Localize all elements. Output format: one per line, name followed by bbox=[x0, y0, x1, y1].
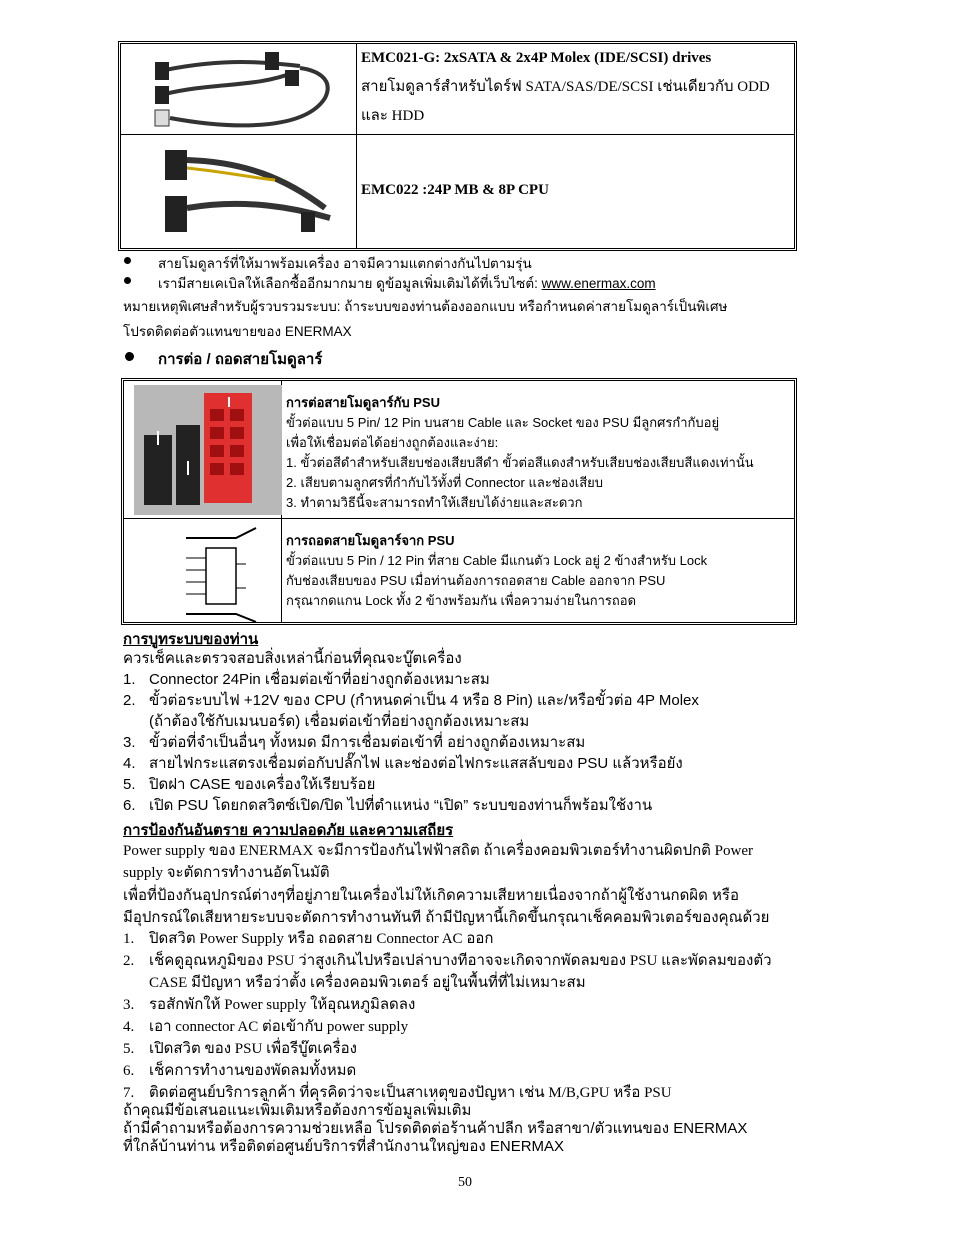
disconnect-title: การถอดสายโมดูลาร์จาก PSU bbox=[286, 533, 455, 548]
cable-row-emc021 bbox=[121, 44, 794, 135]
boot-heading: การบูทระบบของท่าน bbox=[123, 631, 259, 648]
list-item: 2. เช็คดูอุณหภูมิของ PSU ว่าสูงเกินไปหรือเปล่าบางทีอาจจะเกิดจากพัดลมของ PSU และพัดลมของตัว bbox=[123, 953, 772, 969]
special-note-line: โปรดติดต่อตัวแทนขายของ ENERMAX bbox=[123, 324, 352, 339]
list-item: 4. เอา connector AC ต่อเข้ากับ power supply bbox=[123, 1019, 409, 1035]
cable-table bbox=[118, 41, 797, 251]
cable-title-emc021: EMC021-G: 2xSATA & 2x4P Molex (IDE/SCSI) drives bbox=[361, 50, 712, 66]
closing-line: ที่ใกล้บ้านท่าน หรือติดต่อศูนย์บริการที่สำนักงานใหญ่ของ ENERMAX bbox=[123, 1138, 565, 1155]
note-bullet: สายโมดูลาร์ที่ให้มาพร้อมเครื่อง อาจมีความแตกต่างกันไปตามรุ่น bbox=[158, 252, 532, 274]
list-item: 6. เปิด PSU โดยกดสวิตซ์เปิด/ปิด ไปที่ตำแหน่ง “เปิด” ระบบของท่านก็พร้อมใช้งาน bbox=[123, 797, 653, 814]
cable-desc-line: สายโมดูลาร์สำหรับไดร์ฟ SATA/SAS/DE/SCSI เช่นเดียวกับ ODD bbox=[361, 79, 770, 95]
list-item: 5. เปิดสวิต ของ PSU เพื่อรีบู๊ตเครื่อง bbox=[123, 1041, 357, 1057]
special-note-line: หมายเหตุพิเศษสำหรับผู้รวบรวมระบบ: ถ้าระบบของท่านต้องออกแบบ หรือกำหนดค่าสายโมดูลาร์เป็นพิเศษ bbox=[123, 299, 728, 314]
enermax-link[interactable]: www.enermax.com bbox=[541, 276, 656, 291]
list-item: 5. ปิดฝา CASE ของเครื่องให้เรียบร้อย bbox=[123, 776, 376, 793]
list-item: 1. ปิดสวิต Power Supply หรือ ถอดสาย Connector AC ออก bbox=[123, 931, 494, 947]
closing-line: ถ้ามีคำถามหรือต้องการความช่วยเหลือ โปรดติดต่อร้านค้าปลีก หรือสาขา/ตัวแทนของ ENERMAX bbox=[123, 1120, 748, 1137]
protect-heading: การป้องกันอันตราย ความปลอดภัย และความเสถียร bbox=[123, 822, 454, 839]
list-item: 3. ขั้วต่อที่จำเป็นอื่นๆ ทั้งหมด มีการเชื่อมต่อเข้าที่ อย่างถูกต้องเหมาะสม bbox=[123, 734, 586, 751]
bullet-icon bbox=[124, 277, 131, 284]
list-item: 2. ขั้วต่อระบบไฟ +12V ของ CPU (กำหนดค่าเป็น 4 หรือ 8 Pin) และ/หรือขั้วต่อ 4P Molex bbox=[123, 692, 699, 709]
bullet-icon bbox=[125, 352, 134, 361]
cable-photo-emc022 bbox=[125, 138, 351, 242]
cable-photo-emc021 bbox=[125, 48, 351, 130]
disconnect-diagram bbox=[176, 524, 266, 624]
connect-instructions: การต่อสายโมดูลาร์กับ PSU ขั้วต่อแบบ 5 Pin/ 12 Pin บนสาย Cable และ Socket ของ PSU มีลูกศรกำกับอยู่ เพื่อให้เชื่อมต่อได้อย่างถูกต้องและง่าย: 1. ขั้วต่อสีดำสำหรับเสียบช่องเสียบสีดำ ขั้วต่อสีแดงสำหรับเสียบช่องเสียบสีแดงเท่านั้น 2. เสียบตามลูกศรที่กำกับไว้ทั้งที่ Connector และช่องเสียบ 3. ทำตามวิธีนี้จะสามารถทำให้เสียบได้ง่ายและสะดวก bbox=[286, 395, 754, 510]
protect-para-line: มีอุปกรณ์ใดเสียหายระบบจะตัดการทำงานทันที ถ้ามีปัญหานี้เกิดขึ้นกรุณาเช็คคอมพิวเตอร์ของคุณด้วย bbox=[123, 909, 770, 926]
note-bullet: เรามีสายเคเบิลให้เลือกซื้ออีกมากมาย ดูข้อมูลเพิ่มเติมได้ที่เว็บไซต์: www.enermax.com bbox=[158, 272, 656, 294]
protect-para-line: เพื่อที่ป้องกันอุปกรณ์ต่างๆที่อยู่ภายในเครื่องไม่ให้เกิดความเสียหายเนื่องจากถ้าผู้ใช้งานกดผิด หรือ bbox=[123, 887, 739, 904]
list-item: (ถ้าต้องใช้กับเมนบอร์ด) เชื่อมต่อเข้าที่อย่างถูกต้องเหมาะสม bbox=[149, 713, 530, 730]
cable-desc-line: และ HDD bbox=[361, 108, 425, 124]
list-item: 7. ติดต่อศูนย์บริการลูกค้า ที่คุรคิดว่าจะเป็นสาเหตุของปัญหา เช่น M/B,GPU หรือ PSU bbox=[123, 1085, 672, 1101]
disconnect-instructions: การถอดสายโมดูลาร์จาก PSU ขั้วต่อแบบ 5 Pin / 12 Pin ที่สาย Cable มีแกนตัว Lock อยู่ 2 ข้างสำหรับ Lock กับช่องเสียบของ PSU เมื่อท่านต้องการถอดสาย Cable ออกจาก PSU กรุณากดแกน Lock ทั้ง 2 ข้างพร้อมกัน เพื่อความง่ายในการถอด bbox=[286, 533, 708, 608]
cable-title-emc022: EMC022 :24P MB & 8P CPU bbox=[361, 182, 549, 198]
cable-row-emc022 bbox=[121, 134, 794, 248]
connect-table bbox=[121, 378, 797, 625]
page-number: 50 bbox=[458, 1175, 472, 1190]
boot-intro: ควรเช็คและตรวจสอบสิ่งเหล่านี้ก่อนที่คุณจะบู๊ตเครื่อง bbox=[123, 650, 462, 667]
connect-title: การต่อสายโมดูลาร์กับ PSU bbox=[286, 395, 440, 410]
closing-line: ถ้าคุณมีข้อเสนอแนะเพิ่มเติมหรือต้องการข้อมูลเพิ่มเติม bbox=[123, 1102, 472, 1119]
bullet-icon bbox=[124, 257, 131, 264]
list-item: 6. เช็คการทำงานของพัดลมทั้งหมด bbox=[123, 1063, 357, 1079]
protect-para-line: Power supply ของ ENERMAX จะมีการป้องกันไฟฟ้าสถิต ถ้าเครื่องคอมพิวเตอร์ทำงานผิดปกติ Power bbox=[123, 843, 753, 859]
list-item: 1. Connector 24Pin เชื่อมต่อเข้าที่อย่างถูกต้องเหมาะสม bbox=[123, 671, 490, 688]
list-item: 3. รอสักพักให้ Power supply ให้อุณหภูมิลดลง bbox=[123, 997, 416, 1013]
protect-para-line: supply จะตัดการทำงานอัตโนมัติ bbox=[123, 865, 330, 881]
list-item: CASE มีปัญหา หรือว่าตั้ง เครื่องคอมพิวเตอร์ อยู่ในพื้นที่ที่ไม่เหมาะสม bbox=[149, 975, 586, 991]
list-item: 4. สายไฟกระแสตรงเชื่อมต่อกับปลั๊กไฟ และช่องต่อไฟกระแสสลับของ PSU แล้วหรือยัง bbox=[123, 755, 683, 772]
connect-photo bbox=[134, 385, 282, 515]
